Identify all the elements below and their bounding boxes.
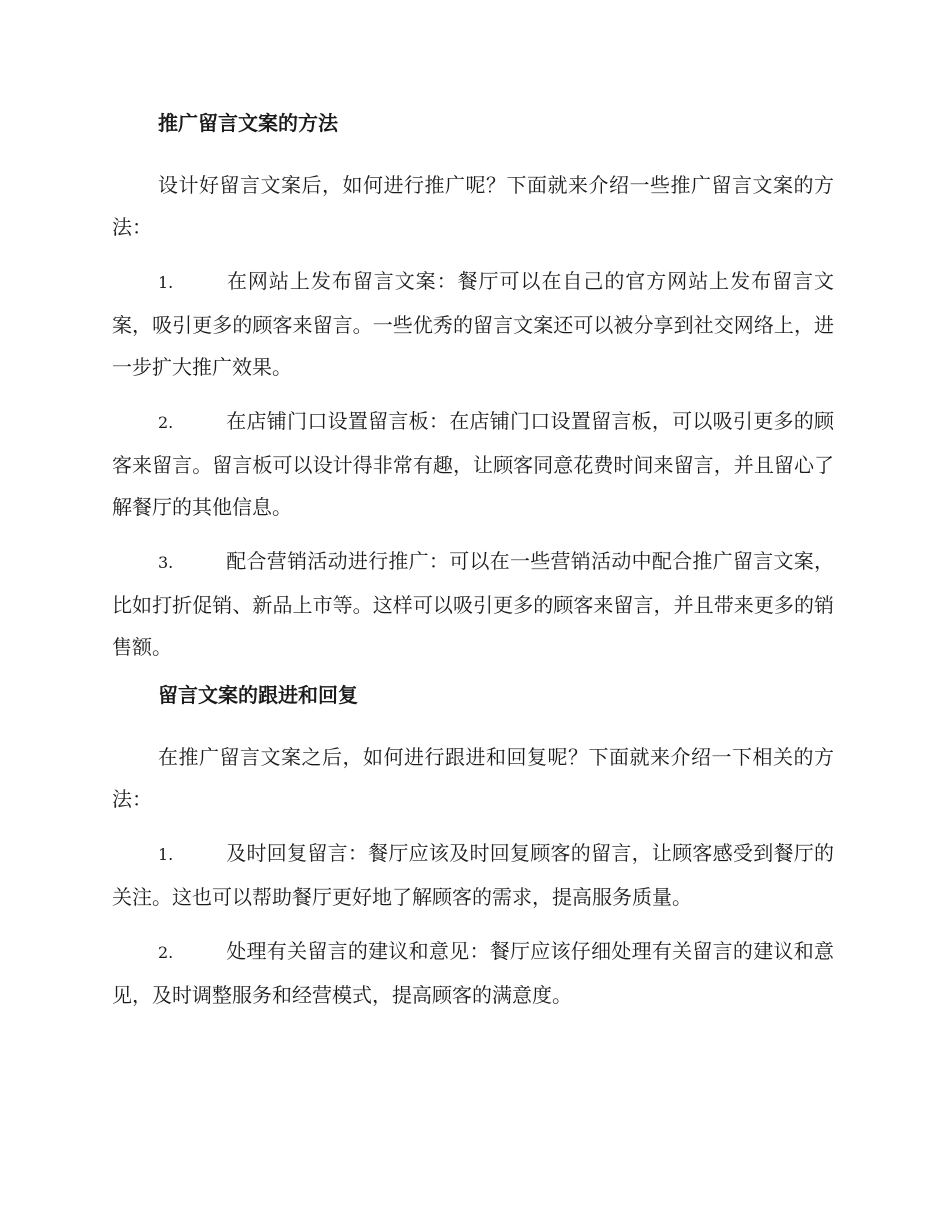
list-text: 配合营销活动进行推广：可以在一些营销活动中配合推广留言文案，比如打折促销、新品上市等。这样可以吸引更多的顾客来留言，并且带来更多的销售额。 — [112, 549, 834, 659]
list-number: 1. — [158, 273, 174, 292]
list-item — [112, 832, 834, 918]
list-text: 在店铺门口设置留言板：在店铺门口设置留言板，可以吸引更多的顾客来留言。留言板可以设计得非常有趣，让顾客同意花费时间来留言，并且留心了解餐厅的其他信息。 — [112, 409, 834, 519]
list-text: 及时回复留言：餐厅应该及时回复顾客的留言，让顾客感受到餐厅的关注。这也可以帮助餐厅更好地了解顾客的需求，提高服务质量。 — [112, 841, 834, 909]
section-heading: 推广留言文案的方法 — [158, 111, 338, 135]
list-number: 1. — [158, 845, 174, 864]
section-intro: 设计好留言文案后，如何进行推广呢？下面就来介绍一些推广留言文案的方法： — [112, 173, 834, 239]
list-text: 处理有关留言的建议和意见：餐厅应该仔细处理有关留言的建议和意见，及时调整服务和经营模式，提高顾客的满意度。 — [112, 939, 834, 1007]
list-item — [112, 930, 834, 1016]
list-number: 3. — [158, 553, 174, 572]
list-text: 在网站上发布留言文案：餐厅可以在自己的官方网站上发布留言文案，吸引更多的顾客来留言。一些优秀的留言文案还可以被分享到社交网络上，进一步扩大推广效果。 — [112, 269, 834, 379]
list-item — [112, 540, 834, 668]
list-item — [112, 400, 834, 528]
section-heading: 留言文案的跟进和回复 — [158, 683, 358, 707]
list-item — [112, 260, 834, 388]
section-intro: 在推广留言文案之后，如何进行跟进和回复呢？下面就来介绍一下相关的方法： — [112, 745, 834, 811]
list-number: 2. — [158, 413, 174, 432]
document-page — [112, 108, 834, 1028]
list-number: 2. — [158, 943, 174, 962]
